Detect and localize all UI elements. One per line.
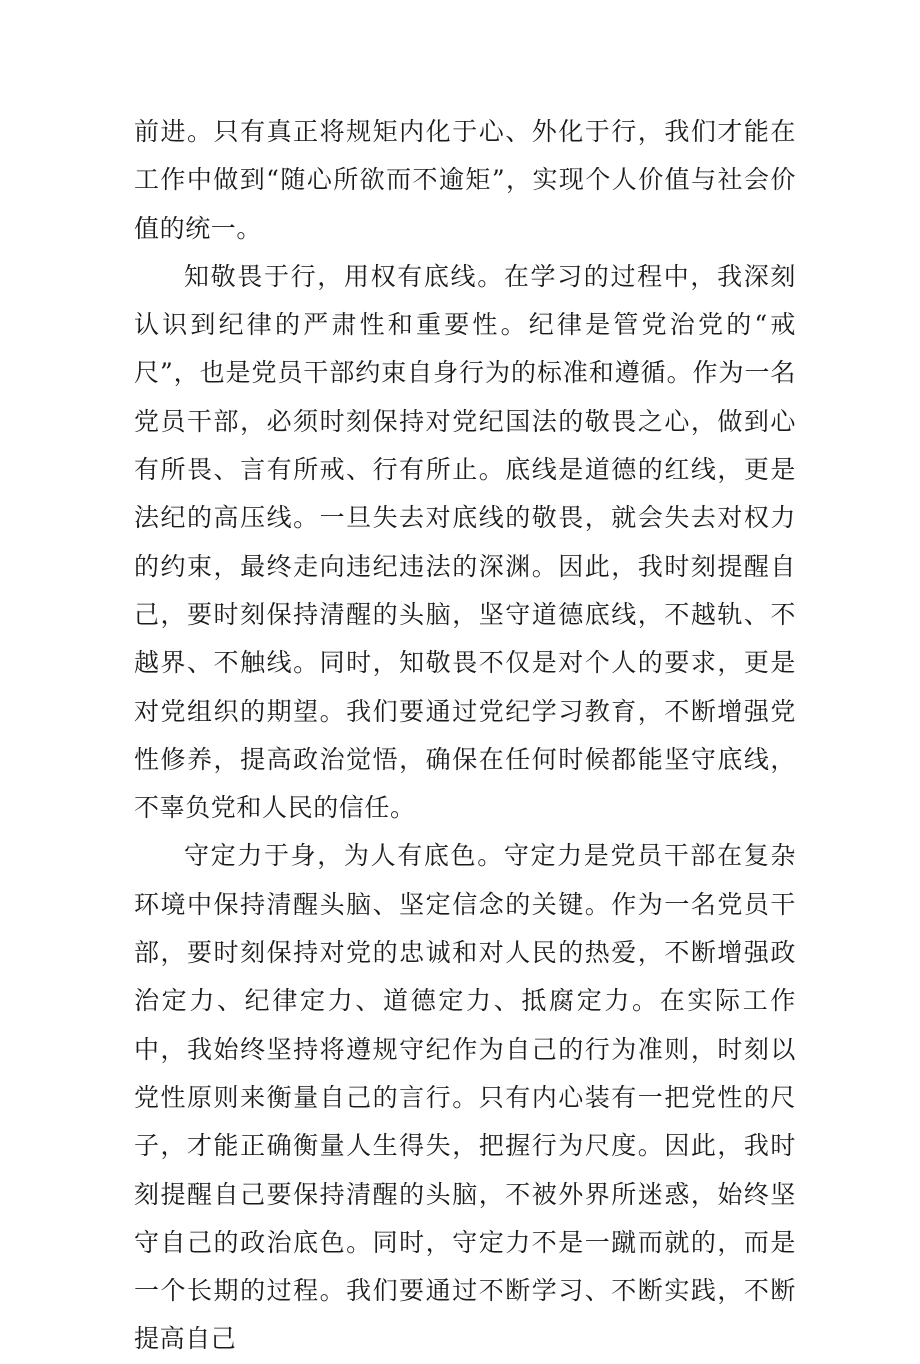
document-body — [134, 108, 796, 1364]
paragraph-reverence: 知敬畏于行，用权有底线。在学习的过程中，我深刻认识到纪律的严肃性和重要性。纪律是管党治党的“戒尺”，也是党员干部约束自身行为的标准和遵循。作为一名党员干部，必须时刻保持对党纪国法的敬畏之心，做到心有所畏、言有所戒、行有所止。底线是道德的红线，更是法纪的高压线。一旦失去对底线的敬畏，就会失去对权力的约束，最终走向违纪违法的深渊。因此，我时刻提醒自己，要时刻保持清醒的头脑，坚守道德底线，不越轨、不越界、不触线。同时，知敬畏不仅是对个人的要求，更是对党组织的期望。我们要通过党纪学习教育，不断增强党性修养，提高政治觉悟，确保在任何时候都能坚守底线，不辜负党和人民的信任。 — [134, 261, 796, 823]
paragraph-continuation: 前进。只有真正将规矩内化于心、外化于行，我们才能在工作中做到“随心所欲而不逾矩”，实现个人价值与社会价值的统一。 — [134, 117, 796, 243]
paragraph-composure: 守定力于身，为人有底色。守定力是党员干部在复杂环境中保持清醒头脑、坚定信念的关键。作为一名党员干部，要时刻保持对党的忠诚和对人民的热爱，不断增强政治定力、纪律定力、道德定力、抵腐定力。在实际工作中，我始终坚持将遵规守纪作为自己的行为准则，时刻以党性原则来衡量自己的言行。只有内心装有一把党性的尺子，才能正确衡量人生得失，把握行为尺度。因此，我时刻提醒自己要保持清醒的头脑，不被外界所迷惑，始终坚守自己的政治底色。同时，守定力不是一蹴而就的，而是一个长期的过程。我们要通过不断学习、不断实践，不断提高自己 — [134, 841, 796, 1354]
